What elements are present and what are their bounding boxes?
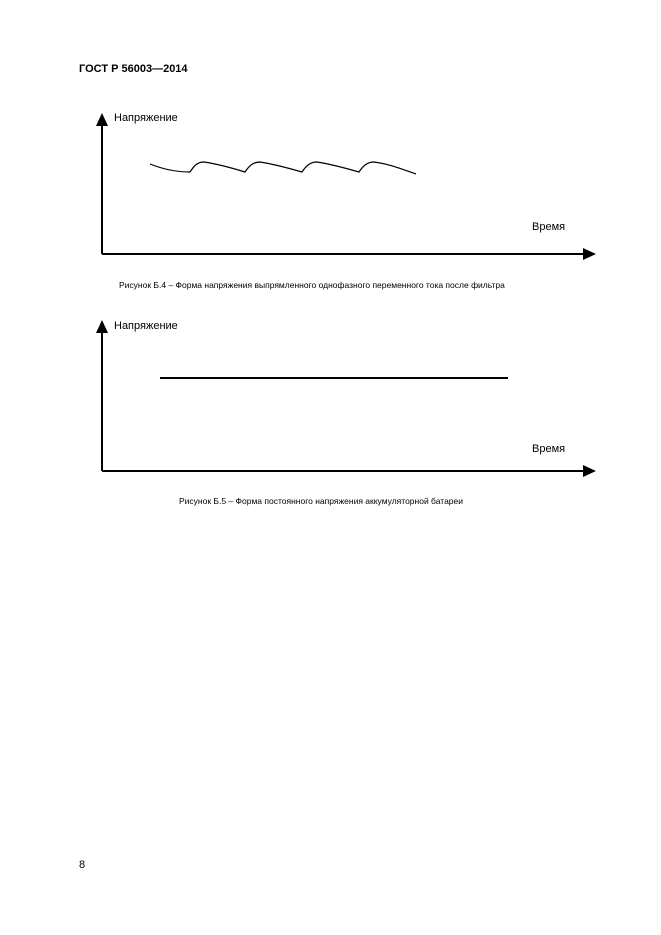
figure-b4-plot: [0, 108, 661, 268]
x-axis-label: Время: [532, 443, 566, 455]
rectified-voltage-waveform: [150, 162, 416, 174]
y-axis-arrow-icon: [96, 320, 108, 333]
x-axis-label: Время: [532, 221, 566, 233]
figure-b5: [0, 316, 661, 482]
figure-b4-caption: Рисунок Б.4 – Форма напряжения выпрямленного однофазного переменного тока после фильтра: [119, 280, 505, 290]
y-axis-arrow-icon: [96, 113, 108, 126]
document-header: ГОСТ Р 56003—2014: [79, 63, 188, 75]
y-axis-label: Напряжение: [114, 112, 178, 124]
figure-b5-caption: Рисунок Б.5 – Форма постоянного напряжения аккумуляторной батареи: [179, 496, 463, 506]
y-axis-label: Напряжение: [114, 320, 178, 332]
x-axis-arrow-icon: [583, 465, 596, 477]
figure-b4: [0, 108, 661, 268]
page-number: 8: [79, 859, 86, 871]
x-axis-arrow-icon: [583, 248, 596, 260]
figure-b5-plot: [0, 316, 661, 482]
